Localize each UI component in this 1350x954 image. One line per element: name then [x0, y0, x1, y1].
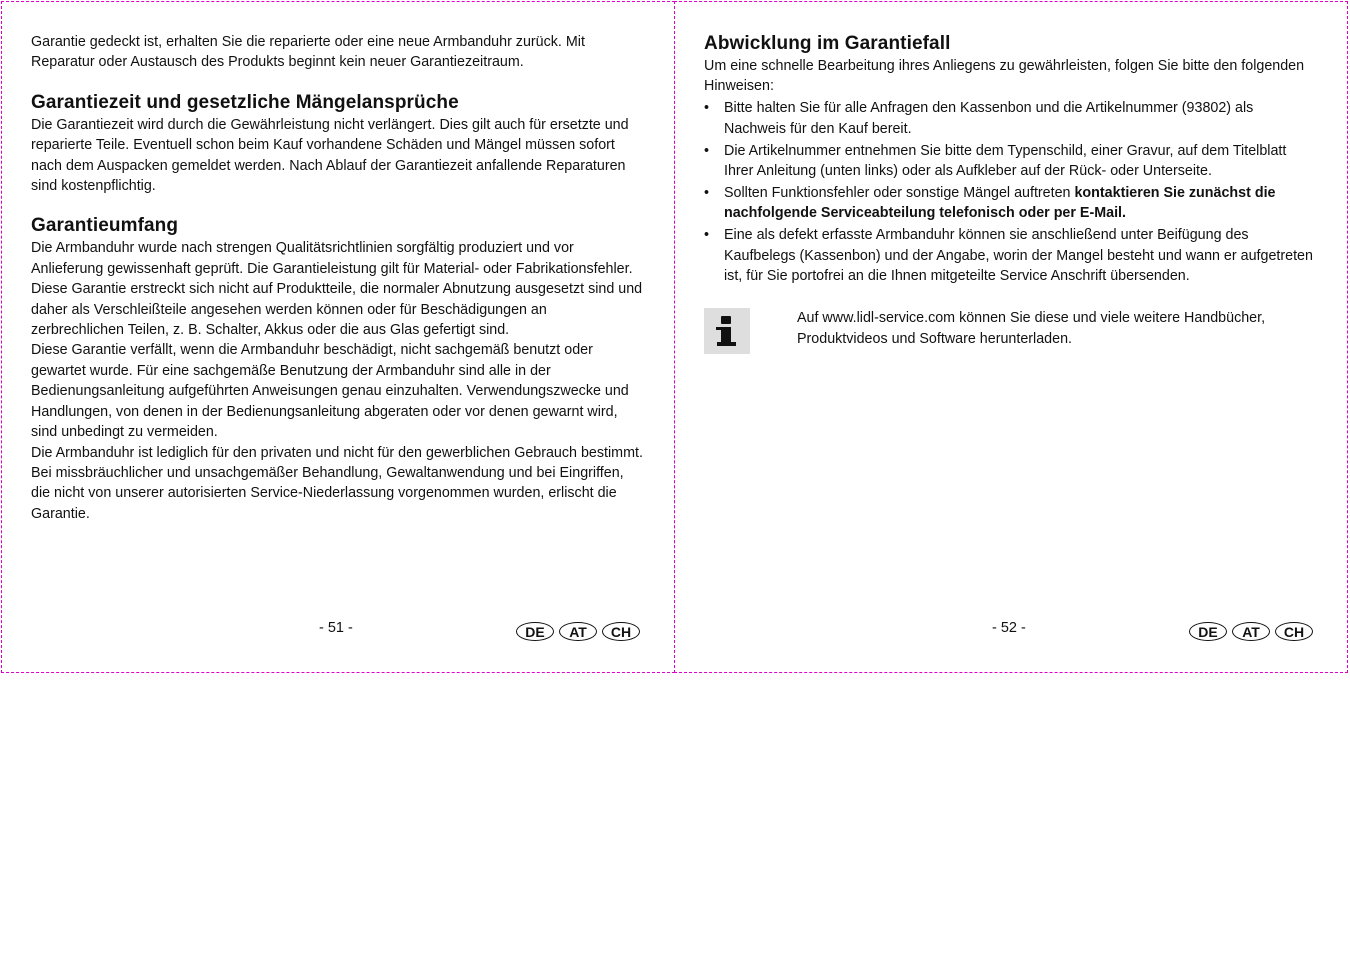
list-item-text: Bitte halten Sie für alle Anfragen den Kassenbon und die Artikelnummer (93802) als Nachweis für den Kauf bereit. — [724, 100, 1254, 137]
list-item-text: Die Artikelnummer entnehmen Sie bitte dem Typenschild, einer Gravur, auf dem Titelblatt Ihrer Anleitung (unten links) oder als Aufkleber auf der Rück- oder Unterseite. — [724, 142, 1287, 180]
page-number: - 52 - — [992, 620, 1026, 636]
info-icon — [704, 308, 750, 354]
section-intro: Um eine schnelle Bearbeitung ihres Anliegens zu gewährleisten, folgen Sie bitte den folgenden Hinweisen: — [704, 58, 1305, 95]
info-note — [704, 308, 1316, 358]
intro-paragraph: Garantie gedeckt ist, erhalten Sie die reparierte oder eine neue Armbanduhr zurück. Mit Reparatur oder Austausch des Produkts beginnt kein neuer Garantiezeitraum. — [31, 34, 585, 71]
instruction-list — [704, 98, 1316, 286]
page-content — [704, 32, 1316, 358]
bullet-icon: • — [704, 142, 710, 159]
section-paragraph: Die Armbanduhr ist lediglich für den privaten und nicht für den gewerblichen Gebrauch bestimmt. Bei missbräuchlicher und unsachgemäßer Behandlung, Gewaltanwendung und bei Eingriffen, die nicht von unserer autorisierten Service-Niederlassung vorgenommen wurden, erlischt die Garantie. — [31, 444, 643, 522]
section-warranty-scope — [31, 214, 643, 524]
section-paragraph: Die Garantiezeit wird durch die Gewährleistung nicht verlängert. Dies gilt auch für ersetzte und reparierte Teile. Eventuell schon beim Kauf vorhandene Schäden und Mängel müssen sofort nach dem Auspacken gemeldet werden. Nach Ablauf der Garantiezeit anfallende Reparaturen sind kostenpflichtig. — [31, 116, 629, 195]
section-heading: Abwicklung im Garantiefall — [704, 33, 951, 54]
list-item — [704, 225, 1316, 286]
section-warranty-processing — [704, 32, 1316, 286]
list-item — [704, 183, 1316, 224]
section-heading: Garantieumfang — [31, 215, 179, 237]
section-warranty-period — [31, 91, 643, 197]
section-paragraph: Die Armbanduhr wurde nach strengen Qualitätsrichtlinien sorgfältig produziert und vor Anlieferung gewissenhaft geprüft. Die Garantieleistung gilt für Material- oder Fabrikationsfehler. Diese Garantie erstreckt sich nicht auf Produktteile, die normaler Abnutzung ausgesetzt sind und daher als Verschleißteile angesehen werden können oder für Beschädigungen an zerbrechlichen Teilen, z. B. Schalter, Akkus oder die aus Glas gefertigt sind. — [31, 240, 643, 339]
country-badge-de: DE — [1189, 622, 1227, 641]
country-badge-ch: CH — [1275, 622, 1313, 641]
page-content — [31, 32, 643, 524]
country-badges — [516, 622, 640, 641]
page-51 — [1, 1, 675, 673]
country-badge-ch: CH — [602, 622, 640, 641]
list-item-text: Sollten Funktionsfehler oder sonstige Mängel auftreten — [724, 184, 1075, 201]
section-paragraph: Diese Garantie verfällt, wenn die Armbanduhr beschädigt, nicht sachgemäß benutzt oder gewartet wurde. Für eine sachgemäße Benutzung der Armbanduhr sind alle in der Bedienungsanleitung aufgeführten Anweisungen genau einzuhalten. Verwendungszwecke und Handlungen, von denen in der Bedienungsanleitung abgeraten oder vor denen gewarnt wird, sind unbedingt zu vermeiden. — [31, 342, 629, 441]
country-badge-at: AT — [1232, 622, 1270, 641]
bullet-icon: • — [704, 184, 710, 201]
bullet-icon: • — [704, 100, 710, 117]
list-item — [704, 98, 1316, 139]
country-badges — [1189, 622, 1313, 641]
page-52 — [674, 1, 1348, 673]
country-badge-de: DE — [516, 622, 554, 641]
section-heading: Garantiezeit und gesetzliche Mängelansprüche — [31, 91, 459, 113]
list-item-bold-text: kontaktieren Sie zunächst die nachfolgende Serviceabteilung telefonisch oder per E-Mail. — [724, 184, 1276, 222]
country-badge-at: AT — [559, 622, 597, 641]
info-text: Auf www.lidl-service.com können Sie diese und viele weitere Handbücher, Produktvideos und Software herunterladen. — [797, 310, 1266, 347]
list-item-text: Eine als defekt erfasste Armbanduhr können sie anschließend unter Beifügung des Kaufbelegs (Kassenbon) und der Angabe, worin der Mangel besteht und wann er aufgetreten ist, für Sie portofrei an die Ihnen mitgeteilte Service Anschrift übersenden. — [724, 227, 1313, 285]
bullet-icon: • — [704, 227, 710, 244]
page-number: - 51 - — [319, 620, 353, 636]
list-item — [704, 141, 1316, 182]
